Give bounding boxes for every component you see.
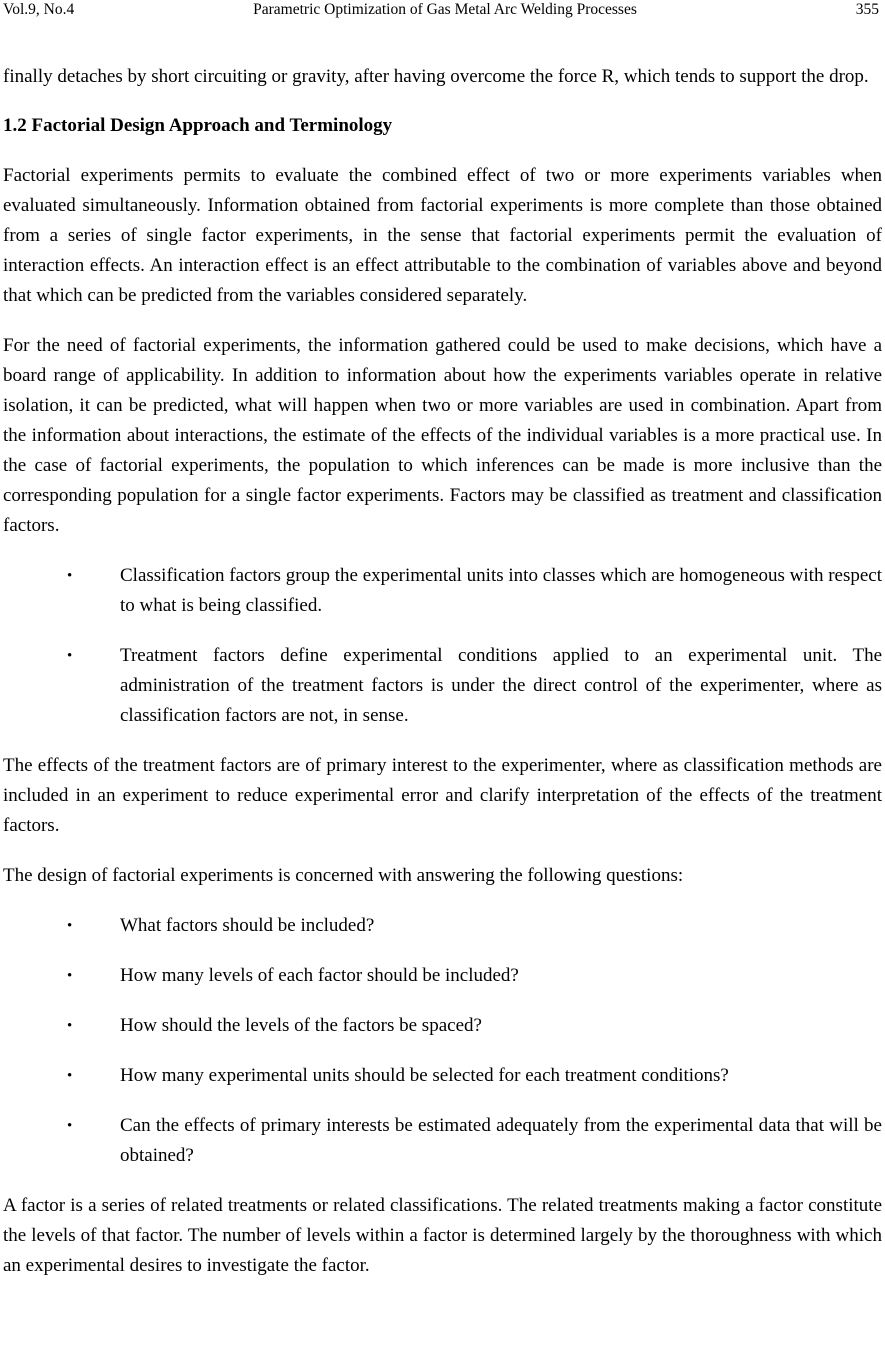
bullet-icon: • xyxy=(67,1018,73,1034)
bullet-icon: • xyxy=(67,1118,73,1134)
list-item xyxy=(3,961,882,991)
bullet-icon: • xyxy=(67,568,73,584)
paragraph-design-questions: The design of factorial experiments is concerned with answering the following questions: xyxy=(3,865,684,886)
list-item xyxy=(3,1111,882,1171)
bullet-icon: • xyxy=(67,648,73,664)
design-questions-list xyxy=(3,911,882,1171)
list-item-text: Can the effects of primary interests be estimated adequately from the experimental data that will be obtained? xyxy=(120,1115,882,1166)
list-item xyxy=(3,1061,882,1091)
paragraph-factorial-experiments: Factorial experiments permits to evaluate the combined effect of two or more experiments variables when evaluated simultaneously. Information obtained from factorial experiments is more complete than those obtained from a series of single factor experiments, in the sense that factorial experiments permit the evaluation of interaction effects. An interaction effect is an effect attributable to the combination of variables above and beyond that which can be predicted from the variables considered separately. xyxy=(3,165,882,306)
list-item-text: How many experimental units should be selected for each treatment conditions? xyxy=(120,1065,729,1086)
list-item xyxy=(3,561,882,621)
bullet-icon: • xyxy=(67,1068,73,1084)
bullet-icon: • xyxy=(67,918,73,934)
bullet-icon: • xyxy=(67,968,73,984)
paragraph-factor-definition: A factor is a series of related treatments or related classifications. The related treatments making a factor constitute the levels of that factor. The number of levels within a factor is determined largely by the thoroughness with which an experimental desires to investigate the factor. xyxy=(3,1195,882,1276)
page-body xyxy=(3,62,882,1281)
list-item-text: How should the levels of the factors be spaced? xyxy=(120,1015,482,1036)
list-item-text: Classification factors group the experimental units into classes which are homogeneous with respect to what is being classified. xyxy=(120,565,882,616)
paragraph-need-of-factorial: For the need of factorial experiments, the information gathered could be used to make decisions, which have a board range of applicability. In addition to information about how the experiments variables operate in relative isolation, it can be predicted, what will happen when two or more variables are used in combination. Apart from the information about interactions, the estimate of the effects of the individual variables is a more practical use. In the case of factorial experiments, the population to which inferences can be made is more inclusive than the corresponding population for a single factor experiments. Factors may be classified as treatment and classification factors. xyxy=(3,335,882,536)
running-header xyxy=(0,0,879,22)
intro-paragraph: finally detaches by short circuiting or gravity, after having overcome the force R, which tends to support the drop. xyxy=(3,66,869,87)
list-item-text: What factors should be included? xyxy=(120,915,375,936)
paragraph-treatment-effects: The effects of the treatment factors are of primary interest to the experimenter, where as classification methods are included in an experiment to reduce experimental error and clarify interpretation of the effects of the treatment factors. xyxy=(3,755,882,836)
running-title: Parametric Optimization of Gas Metal Arc Welding Processes xyxy=(253,1,637,18)
section-heading: 1.2 Factorial Design Approach and Terminology xyxy=(3,115,393,136)
list-item xyxy=(3,641,882,731)
list-item-text: How many levels of each factor should be included? xyxy=(120,965,519,986)
factor-types-list xyxy=(3,561,882,731)
list-item xyxy=(3,1011,882,1041)
page-number: 355 xyxy=(855,1,879,18)
journal-volume: Vol.9, No.4 xyxy=(3,1,75,18)
list-item xyxy=(3,911,882,941)
list-item-text: Treatment factors define experimental conditions applied to an experimental unit. The administration of the treatment factors is under the direct control of the experimenter, where as classification factors are not, in sense. xyxy=(120,645,882,726)
